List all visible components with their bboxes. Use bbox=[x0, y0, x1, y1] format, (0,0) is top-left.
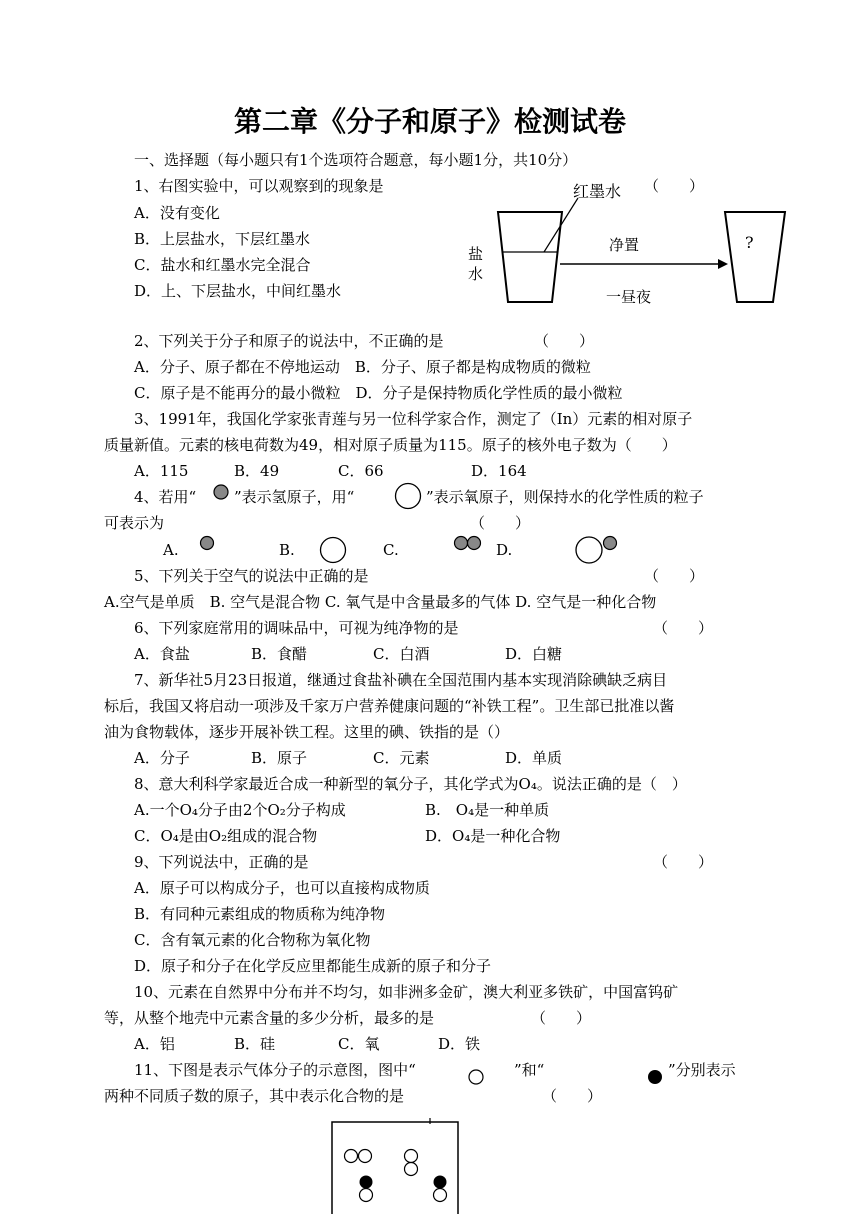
label-salt-water-2: 水 bbox=[468, 265, 484, 283]
q11-answer-blank: （ ） bbox=[542, 1087, 603, 1105]
q7-option-d: D．单质 bbox=[505, 749, 563, 767]
label-stand: 净置 bbox=[609, 236, 640, 254]
q10-line2: 等，从整个地壳中元素含量的多少分析，最多的是 bbox=[104, 1009, 435, 1027]
section-heading: 一、选择题（每小题只有1个选项符合题意，每小题1分，共10分） bbox=[134, 151, 578, 169]
white-atom bbox=[345, 1150, 358, 1163]
label-overnight: 一昼夜 bbox=[606, 288, 652, 306]
white-atom bbox=[359, 1150, 372, 1163]
q4-option-c-model bbox=[452, 534, 486, 552]
q6-option-a: A．食盐 bbox=[134, 645, 190, 663]
beaker-right bbox=[725, 212, 785, 302]
q1-answer-blank: （ ） bbox=[644, 177, 705, 195]
q9-option-d: D．原子和分子在化学反应里都能生成新的原子和分子 bbox=[134, 957, 492, 975]
black-atom-icon bbox=[646, 1068, 664, 1086]
q9-option-b: B．有同种元素组成的物质称为纯净物 bbox=[134, 905, 386, 923]
q6-stem: 6、下列家庭常用的调味品中，可视为纯净物的是 bbox=[134, 619, 459, 637]
q4-text-3: ”表示氧原子，则保持水的化学性质的粒子 bbox=[426, 488, 704, 506]
q1-option-c: C．盐水和红墨水完全混合 bbox=[134, 256, 311, 274]
q9-option-c: C．含有氧元素的化合物称为氧化物 bbox=[134, 931, 371, 949]
q2-answer-blank: （ ） bbox=[534, 332, 595, 350]
white-atom-icon bbox=[467, 1068, 485, 1086]
q4-text-2: ”表示氢原子，用“ bbox=[234, 488, 355, 506]
black-atom bbox=[434, 1176, 447, 1189]
q11-line2: 两种不同质子数的原子，其中表示化合物的是 bbox=[104, 1087, 405, 1105]
q6-answer-blank: （ ） bbox=[653, 619, 714, 637]
q1-option-b: B．上层盐水，下层红墨水 bbox=[134, 230, 311, 248]
q7-option-b: B．原子 bbox=[251, 749, 308, 767]
q4-line2: 可表示为 bbox=[104, 514, 165, 532]
q6-option-d: D．白糖 bbox=[505, 645, 563, 663]
white-atom bbox=[434, 1189, 447, 1202]
q7-option-a: A．分子 bbox=[134, 749, 190, 767]
q11-text-3: ”分别表示 bbox=[668, 1061, 736, 1079]
q4-option-d-model bbox=[572, 533, 622, 567]
q7-line2: 标后，我国又将启动一项涉及千家万户营养健康问题的“补铁工程”。卫生部已批准以酱 bbox=[104, 697, 675, 715]
q1-option-a: A．没有变化 bbox=[134, 204, 220, 222]
q3-option-c: C．66 bbox=[338, 462, 384, 480]
q3-line1: 3、1991年，我国化学家张青莲与另一位科学家合作，测定了（In）元素的相对原子 bbox=[134, 410, 693, 428]
q3-line2: 质量新值。元素的核电荷数为49，相对原子质量为115。原子的核外电子数为（ ） bbox=[104, 436, 677, 454]
q8-option-a: A.一个O₄分子由2个O₂分子构成 bbox=[134, 801, 346, 819]
q10-answer-blank: （ ） bbox=[531, 1009, 592, 1027]
molecule-diagram-box bbox=[330, 1118, 462, 1214]
q9-stem: 9、下列说法中，正确的是 bbox=[134, 853, 309, 871]
q11-text-2: ”和“ bbox=[514, 1061, 545, 1079]
q6-option-c: C．白酒 bbox=[373, 645, 430, 663]
q9-option-a: A．原子可以构成分子，也可以直接构成物质 bbox=[134, 879, 430, 897]
white-atom bbox=[360, 1189, 373, 1202]
q10-line1: 10、元素在自然界中分布并不均匀，如非洲多金矿，澳大利亚多铁矿，中国富钨矿 bbox=[134, 983, 679, 1001]
q2-options-cd: C．原子是不能再分的最小微粒 D．分子是保持物质化学性质的最小微粒 bbox=[134, 384, 623, 402]
label-question-mark: ? bbox=[745, 233, 754, 252]
q8-option-c: C．O₄是由O₂组成的混合物 bbox=[134, 827, 318, 845]
white-atom bbox=[405, 1163, 418, 1176]
page-title: 第二章《分子和原子》检测试卷 bbox=[233, 105, 626, 138]
q9-answer-blank: （ ） bbox=[653, 853, 714, 871]
q5-answer-blank: （ ） bbox=[644, 567, 705, 585]
black-atom bbox=[360, 1176, 373, 1189]
q3-option-b: B．49 bbox=[234, 462, 280, 480]
q3-option-d: D．164 bbox=[471, 462, 527, 480]
q11-text-1: 11、下图是表示气体分子的示意图，图中“ bbox=[134, 1061, 416, 1079]
q4-option-a-model bbox=[198, 534, 216, 552]
q1-stem: 1、右图实验中，可以观察到的现象是 bbox=[134, 177, 384, 195]
white-atom bbox=[405, 1150, 418, 1163]
q5-stem: 5、下列关于空气的说法中正确的是 bbox=[134, 567, 369, 585]
beaker-left bbox=[498, 212, 562, 302]
oxygen-atom-icon bbox=[393, 481, 423, 511]
label-red-ink: 红墨水 bbox=[573, 182, 622, 201]
q4-option-a-label: A. bbox=[163, 541, 179, 559]
q8-option-d: D．O₄是一种化合物 bbox=[425, 827, 561, 845]
q4-text-1: 4、若用“ bbox=[134, 488, 197, 506]
q4-option-d-label: D. bbox=[496, 541, 513, 559]
q4-option-c-label: C. bbox=[383, 541, 399, 559]
q3-option-a: A．115 bbox=[134, 462, 189, 480]
q8-option-b: B. O₄是一种单质 bbox=[425, 801, 550, 819]
q10-option-a: A．铝 bbox=[134, 1035, 175, 1053]
hydrogen-atom-icon bbox=[212, 483, 230, 501]
ink-pointer-line bbox=[544, 198, 578, 252]
q7-option-c: C．元素 bbox=[373, 749, 430, 767]
q7-line3: 油为食物载体，逐步开展补铁工程。这里的碘、铁指的是（） bbox=[104, 723, 510, 741]
arrow-head-icon bbox=[718, 259, 728, 269]
q2-stem: 2、下列关于分子和原子的说法中，不正确的是 bbox=[134, 332, 444, 350]
q4-answer-blank: （ ） bbox=[470, 514, 531, 532]
q4-option-b-label: B. bbox=[279, 541, 295, 559]
q4-option-b-model bbox=[318, 535, 348, 565]
q1-option-d: D．上、下层盐水，中间红墨水 bbox=[134, 282, 342, 300]
label-salt-water-1: 盐 bbox=[468, 245, 484, 263]
q5-options: A.空气是单质 B. 空气是混合物 C. 氧气是中含量最多的气体 D. 空气是一种化合物 bbox=[104, 593, 657, 611]
q10-option-d: D．铁 bbox=[438, 1035, 481, 1053]
q10-option-c: C．氧 bbox=[338, 1035, 380, 1053]
q10-option-b: B．硅 bbox=[234, 1035, 276, 1053]
q7-line1: 7、新华社5月23日报道，继通过食盐补碘在全国范围内基本实现消除碘缺乏病目 bbox=[134, 671, 668, 689]
q2-options-ab: A．分子、原子都在不停地运动 B．分子、原子都是构成物质的微粒 bbox=[134, 358, 591, 376]
q6-option-b: B．食醋 bbox=[251, 645, 308, 663]
q8-stem: 8、意大利科学家最近合成一种新型的氧分子，其化学式为O₄。说法正确的是（ ） bbox=[134, 775, 687, 793]
